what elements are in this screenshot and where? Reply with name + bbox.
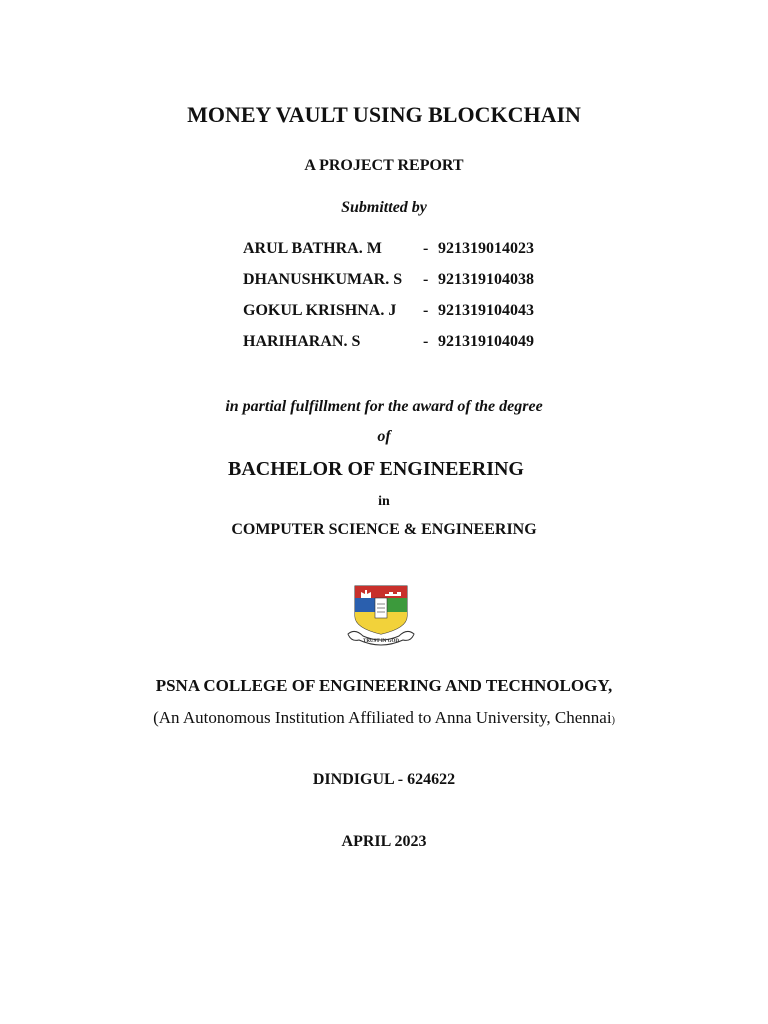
college-name: PSNA COLLEGE OF ENGINEERING AND TECHNOLOGY, — [155, 676, 613, 695]
report-date: APRIL 2023 — [341, 833, 427, 850]
crest-motto: TRUST IN GOD — [362, 639, 400, 644]
student-name: ARUL BATHRA. M — [243, 240, 382, 257]
student-row — [243, 240, 534, 271]
student-name: GOKUL KRISHNA. J — [243, 302, 397, 319]
of-text: of — [377, 428, 391, 445]
student-separator: - — [423, 271, 429, 288]
student-reg-no: 921319014023 — [438, 240, 534, 257]
place-text: DINDIGUL - 624622 — [312, 771, 456, 788]
college-crest-icon — [345, 582, 417, 652]
in-text: in — [378, 494, 390, 509]
student-name: DHANUSHKUMAR. S — [243, 271, 403, 288]
student-reg-no: 921319104038 — [438, 271, 534, 288]
student-row — [243, 271, 534, 302]
submitted-by-label: Submitted by — [341, 199, 427, 216]
affiliation-text — [0, 708, 768, 728]
affiliation-close: ) — [611, 715, 615, 726]
student-row — [243, 302, 534, 333]
student-reg-no: 921319104049 — [438, 333, 534, 350]
affiliation-main: (An Autonomous Institution Affiliated to Anna University, Chennai — [153, 708, 612, 727]
student-reg-no: 921319104043 — [438, 302, 534, 319]
student-row — [243, 333, 534, 364]
report-title: MONEY VAULT USING BLOCKCHAIN — [187, 102, 581, 127]
student-separator: - — [423, 302, 429, 319]
report-type: A PROJECT REPORT — [304, 157, 464, 174]
student-separator: - — [423, 333, 429, 350]
fulfillment-text: in partial fulfillment for the award of the degree — [225, 398, 543, 415]
degree-name: BACHELOR OF ENGINEERING — [228, 458, 524, 480]
student-list — [243, 240, 534, 364]
branch-name: COMPUTER SCIENCE & ENGINEERING — [231, 521, 537, 538]
student-name: HARIHARAN. S — [243, 333, 361, 350]
student-separator: - — [423, 240, 429, 257]
